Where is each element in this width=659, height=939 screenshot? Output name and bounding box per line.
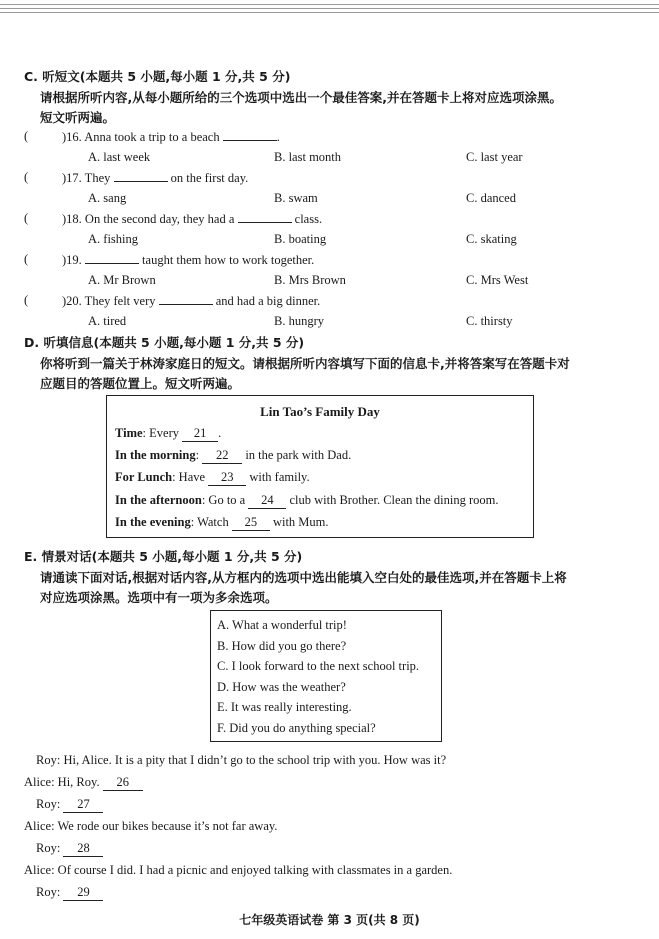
stem-text: class. bbox=[294, 212, 323, 226]
answer-blank: 25 bbox=[232, 515, 270, 531]
speaker: Roy: bbox=[36, 753, 61, 767]
answer-blank: 21 bbox=[182, 426, 218, 442]
dialogue-text: Hi, Alice. It is a pity that I didn’t go to the school trip with you. How was it? bbox=[63, 753, 447, 767]
option: B. last month bbox=[274, 150, 342, 164]
section-e-title: E. 情景对话(本题共 5 小题,每小题 1 分,共 5 分) bbox=[24, 549, 303, 564]
question-stem bbox=[62, 293, 320, 309]
answer-blank: 29 bbox=[63, 885, 103, 901]
info-card-row bbox=[115, 470, 310, 486]
row-label: In the morning bbox=[115, 448, 196, 462]
dialogue-text: We rode our bikes because it’s not far away. bbox=[57, 819, 278, 833]
section-e-instruction: 请通读下面对话,根据对话内容,从方框内的选项中选出能填入空白处的最佳选项,并在答题卡上将 bbox=[40, 570, 567, 585]
dialogue-line bbox=[24, 863, 452, 878]
dialogue-line bbox=[36, 885, 103, 901]
option: B. hungry bbox=[274, 314, 324, 328]
info-card-row bbox=[115, 448, 351, 464]
page-footer: 七年级英语试卷 第 3 页(共 8 页) bbox=[239, 913, 420, 927]
row-text: : Go to a bbox=[201, 493, 246, 507]
option: A. tired bbox=[88, 314, 127, 328]
answer-blank: 23 bbox=[208, 470, 246, 486]
stem-text: and had a big dinner. bbox=[215, 294, 321, 308]
option: B. boating bbox=[274, 232, 327, 246]
option-item: F. Did you do anything special? bbox=[217, 721, 376, 735]
row-text: : Watch bbox=[190, 515, 229, 529]
answer-blank: 26 bbox=[103, 775, 143, 791]
stem-text: )18. On the second day, they had a bbox=[62, 212, 235, 226]
row-label: For Lunch bbox=[115, 470, 173, 484]
section-c-instruction: 短文听两遍。 bbox=[40, 110, 116, 125]
option: B. Mrs Brown bbox=[274, 273, 346, 287]
option: C. danced bbox=[466, 191, 516, 205]
section-d-instruction: 你将听到一篇关于林涛家庭日的短文。请根据所听内容填写下面的信息卡,并将答案写在答题卡对 bbox=[40, 356, 570, 371]
dialogue-line bbox=[36, 841, 103, 857]
answer-blank: 28 bbox=[63, 841, 103, 857]
stem-text: )16. Anna took a trip to a beach bbox=[62, 130, 220, 144]
option-item: D. How was the weather? bbox=[217, 680, 346, 694]
dialogue-line bbox=[24, 775, 143, 791]
section-c-instruction: 请根据所听内容,从每小题所给的三个选项中选出一个最佳答案,并在答题卡上将对应选项涂黑。 bbox=[40, 90, 562, 105]
row-text: : Have bbox=[172, 470, 206, 484]
option: C. last year bbox=[466, 150, 523, 164]
speaker: Roy: bbox=[36, 885, 61, 899]
answer-blank: 27 bbox=[63, 797, 103, 813]
section-e-instruction: 对应选项涂黑。选项中有一项为多余选项。 bbox=[40, 590, 278, 605]
top-rule bbox=[0, 8, 659, 9]
answer-blank bbox=[159, 293, 213, 305]
info-card-row bbox=[115, 515, 329, 531]
option: B. swam bbox=[274, 191, 318, 205]
dialogue-text: Hi, Roy. bbox=[57, 775, 100, 789]
stem-text: )20. They felt very bbox=[62, 294, 156, 308]
stem-text: on the first day. bbox=[170, 171, 249, 185]
row-text: club with Brother. Clean the dining room. bbox=[289, 493, 499, 507]
option: C. skating bbox=[466, 232, 517, 246]
info-card-title: Lin Tao’s Family Day bbox=[260, 404, 380, 419]
answer-paren[interactable]: ( bbox=[24, 293, 29, 307]
option: A. last week bbox=[88, 150, 151, 164]
top-rule bbox=[0, 4, 659, 5]
answer-blank bbox=[114, 170, 168, 182]
row-label: In the evening bbox=[115, 515, 191, 529]
option: A. fishing bbox=[88, 232, 138, 246]
answer-blank bbox=[85, 252, 139, 264]
answer-blank: 22 bbox=[202, 448, 242, 464]
row-text: : Every bbox=[142, 426, 179, 440]
answer-blank bbox=[223, 129, 277, 141]
dialogue-line bbox=[24, 819, 277, 834]
stem-text: )19. bbox=[62, 253, 82, 267]
speaker: Roy: bbox=[36, 841, 61, 855]
question-stem bbox=[62, 170, 248, 186]
info-card bbox=[106, 395, 534, 538]
answer-paren[interactable]: ( bbox=[24, 129, 29, 143]
stem-text: . bbox=[276, 130, 280, 144]
option-item: C. I look forward to the next school trip. bbox=[217, 659, 420, 673]
top-rule bbox=[0, 12, 659, 13]
option: A. Mr Brown bbox=[88, 273, 156, 287]
stem-text: )17. They bbox=[62, 171, 111, 185]
option: C. thirsty bbox=[466, 314, 513, 328]
question-stem bbox=[62, 252, 314, 268]
speaker: Alice: bbox=[24, 819, 55, 833]
option: C. Mrs West bbox=[466, 273, 529, 287]
row-label: In the afternoon bbox=[115, 493, 202, 507]
section-d-instruction: 应题目的答题位置上。短文听两遍。 bbox=[40, 376, 241, 391]
stem-text: taught them how to work together. bbox=[142, 253, 315, 267]
row-text: in the park with Dad. bbox=[245, 448, 352, 462]
section-c-title: C. 听短文(本题共 5 小题,每小题 1 分,共 5 分) bbox=[24, 69, 291, 84]
row-text: with Mum. bbox=[272, 515, 329, 529]
speaker: Alice: bbox=[24, 863, 55, 877]
info-card-row bbox=[115, 493, 498, 509]
question-stem bbox=[62, 129, 280, 145]
answer-blank: 24 bbox=[248, 493, 286, 509]
answer-paren[interactable]: ( bbox=[24, 211, 29, 225]
answer-blank bbox=[238, 211, 292, 223]
section-d-title: D. 听填信息(本题共 5 小题,每小题 1 分,共 5 分) bbox=[24, 335, 305, 350]
option-item: B. How did you go there? bbox=[217, 639, 347, 653]
info-card-row bbox=[115, 426, 221, 442]
answer-paren[interactable]: ( bbox=[24, 170, 29, 184]
answer-paren[interactable]: ( bbox=[24, 252, 29, 266]
option-item: A. What a wonderful trip! bbox=[217, 618, 347, 632]
row-label: Time bbox=[115, 426, 143, 440]
option-item: E. It was really interesting. bbox=[217, 700, 352, 714]
row-text: with family. bbox=[249, 470, 310, 484]
option: A. sang bbox=[88, 191, 127, 205]
dialogue-line bbox=[36, 797, 103, 813]
speaker: Alice: bbox=[24, 775, 55, 789]
dialogue-text: Of course I did. I had a picnic and enjoyed talking with classmates in a garden. bbox=[57, 863, 453, 877]
row-text: . bbox=[218, 426, 222, 440]
row-text: : bbox=[195, 448, 200, 462]
speaker: Roy: bbox=[36, 797, 61, 811]
question-stem bbox=[62, 211, 322, 227]
options-box bbox=[210, 610, 442, 742]
dialogue-line bbox=[36, 753, 446, 768]
